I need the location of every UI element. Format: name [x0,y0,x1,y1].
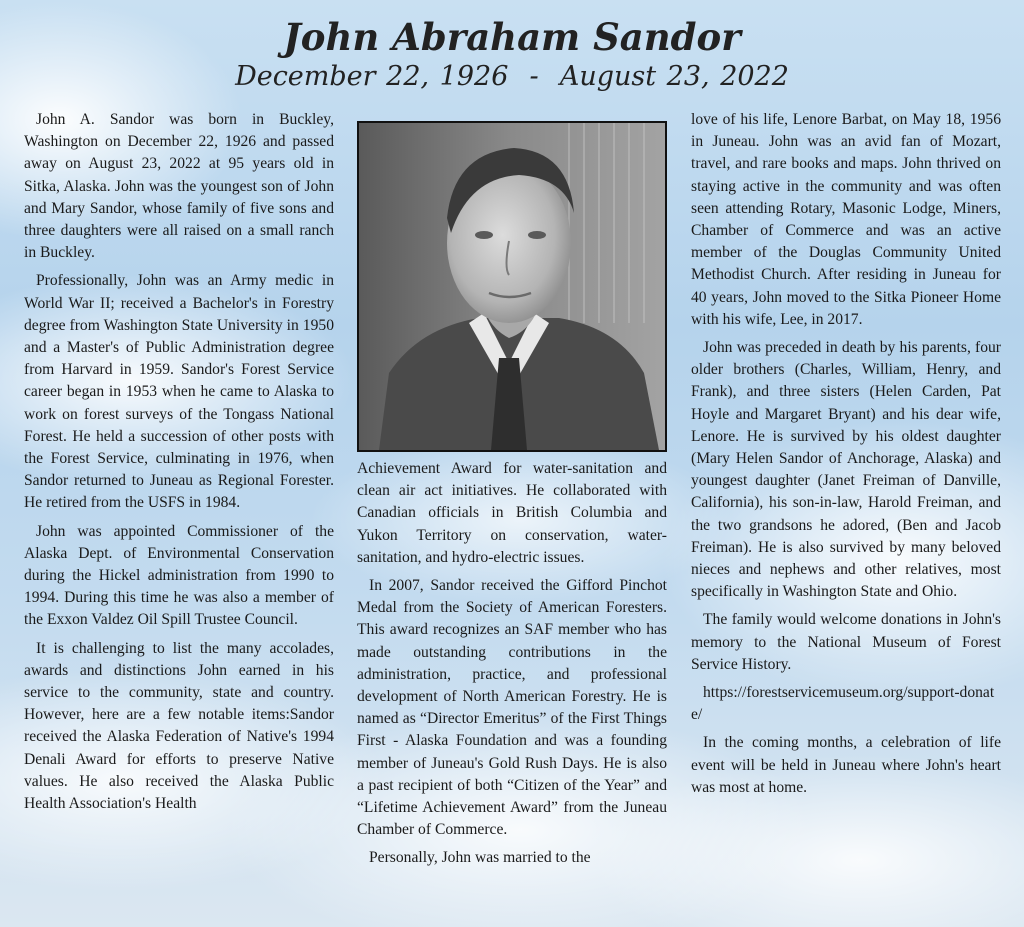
paragraph-donations: The family would welcome donations in John's memory to the National Museum of Forest Service History. [691,611,1001,673]
paragraph-family: John was preceded in death by his parents, four older brothers (Charles, William, Henry, and Frank), and three sisters (Helen Carden, Pat Hoyle and Margaret Bryant) and his dear wife, Lenore. He is survived by his oldest daughter (Mary Helen Sandor of Anchorage, Alaska) and youngest daughter (Janet Freiman of Danville, California), his son-in-law, Harold Freiman, and the two grandsons he adored, (Ben and Jacob Freiman). He is also survived by many beloved nieces and nephews and other relatives, most specifically in Washington State and Ohio. [691,339,1001,601]
page-title: John Abraham Sandor [283,15,741,59]
paragraph-commissioner: John was appointed Commissioner of the Alaska Dept. of Environmental Conservation during the Hickel administration from 1990 to 1994. During this time he was also a member of the Exxon Valdez Oil Spill Trustee Council. [24,522,334,629]
paragraph-marriage: love of his life, Lenore Barbat, on May 18, 1956 in Juneau. John was an avid fan of Mozart, travel, and rare books and maps. John thrived on staying active in the community and was often seen attending Rotary, Masonic Lodge, Miners, Chamber of Commerce and was an active member of the Douglas Community United Methodist Church. After residing in Juneau for 40 years, John moved to the Sitka Pioneer Home with his wife, Lee, in 2017. [691,111,1001,328]
paragraph-career: Professionally, John was an Army medic in World War II; received a Bachelor's in Forestry degree from Washington State University in 1950 and a Master's of Public Administration degree from Harvard in 1959. Sandor's Forest Service career began in 1953 when he came to Alaska to work on forest surveys of the Tongass National Forest. He held a succession of other posts with the Forest Service, culminating in 1976, when Sandor returned to Juneau as Regional Forester. He retired from the USFS in 1984. [24,272,334,512]
life-dates: December 22, 1926 - August 23, 2022 [235,61,789,92]
paragraph-birth: John A. Sandor was born in Buckley, Washington on December 22, 1926 and passed away on August 23, 2022 at 95 years old in Sitka, Alaska. John was the youngest son of John and Mary Sandor, whose family of five sons and three daughters were all raised on a small ranch in Buckley. [24,111,334,262]
donation-link[interactable]: https://forestservicemuseum.org/support-donate/ [691,684,995,724]
portrait-photo [357,121,667,452]
column-left [24,109,334,821]
column-middle [357,458,667,876]
paragraph-celebration: In the coming months, a celebration of life event will be held in Juneau where John's heart was most at home. [691,734,1001,796]
portrait-image [359,123,665,450]
paragraph-accolades: It is challenging to list the many accolades, awards and distinctions John earned in his service to the community, state and country. However, here are a few notable items:Sandor received the Alaska Federation of Native's 1994 Denali Award for efforts to preserve Native values. He also received the Alaska Public Health Association's Health [24,639,334,813]
paragraph-achievement: Achievement Award for water-sanitation and clean air act initiatives. He collaborated with Canadian officials in British Columbia and Yukon Territory on conservation, water-sanitation, and hydro-electric issues. [357,460,667,566]
column-right [691,109,1001,805]
paragraph-personal: Personally, John was married to the [369,849,591,867]
paragraph-pinchot-medal: In 2007, Sandor received the Gifford Pinchot Medal from the Society of American Foresters. This award recognizes an SAF member who has made outstanding contributions in the administration, practice, and professional development of North American Forestry. He is named as “Director Emeritus” of the First Things First - Alaska Foundation and was a founding member of Juneau's Gold Rush Days. He is also a past recipient of both “Citizen of the Year” and “Lifetime Achievement Award” from the Juneau Chamber of Commerce. [357,577,667,839]
obituary-header [0,14,1024,94]
